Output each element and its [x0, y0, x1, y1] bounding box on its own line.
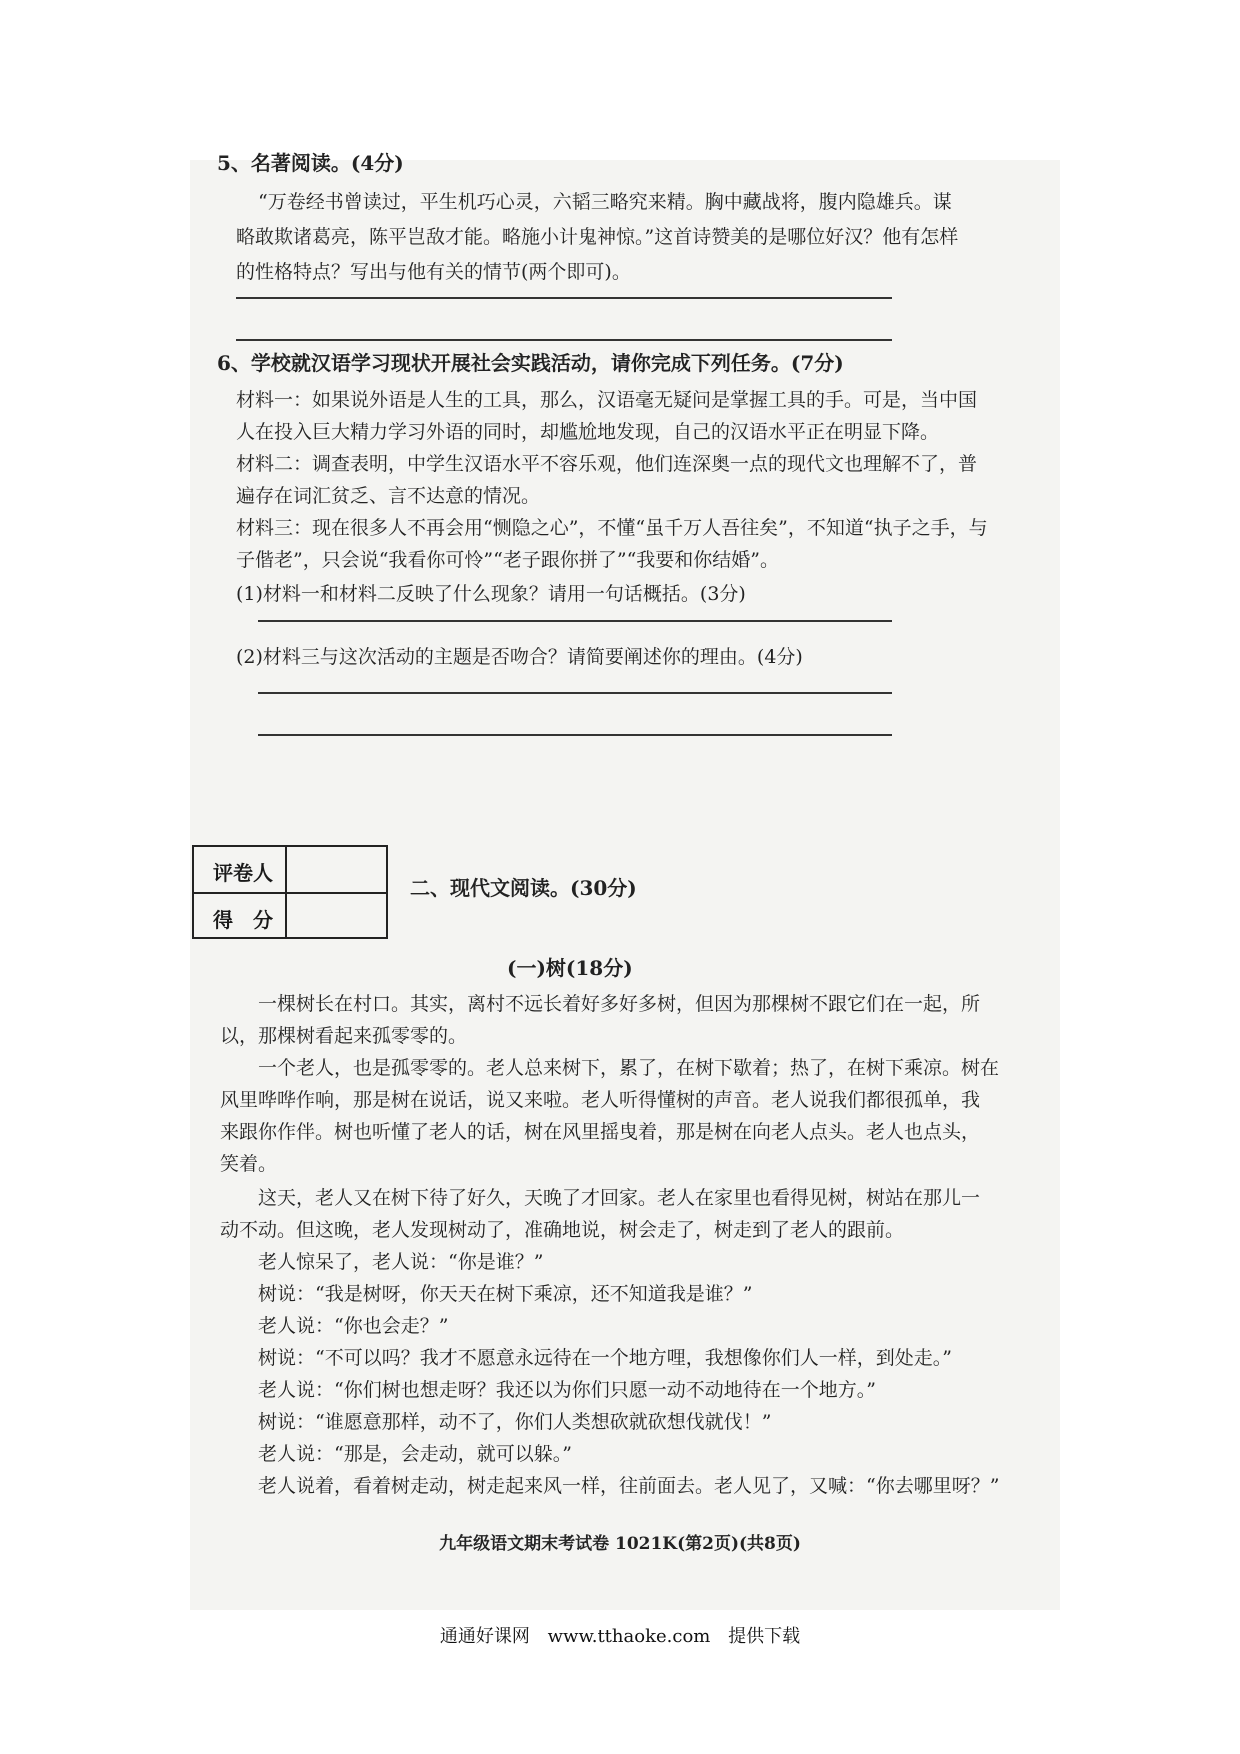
grader-label: 评卷人 [213, 861, 273, 885]
passage-line-8: 动不动。但这晚，老人发现树动了，准确地说，树会走了，树走到了老人的跟前。 [220, 1219, 905, 1241]
score-table-divider-h [194, 892, 386, 894]
q6-title: 6、学校就汉语学习现状开展社会实践活动，请你完成下列任务。(7分) [217, 351, 844, 375]
q6-material-2b: 遍存在词汇贫乏、言不达意的情况。 [236, 485, 541, 507]
passage-line-14: 树说：“谁愿意那样，动不了，你们人类想砍就砍想伐就伐！” [220, 1411, 772, 1433]
passage-line-12: 树说：“不可以吗？我才不愿意永远待在一个地方哩，我想像你们人一样，到处走。” [220, 1347, 952, 1369]
section2-title: 二、现代文阅读。(30分) [410, 876, 637, 900]
passage-line-9: 老人惊呆了，老人说：“你是谁？” [220, 1251, 544, 1273]
page-footer: 九年级语文期末考试卷 1021K(第2页)(共8页) [439, 1534, 801, 1554]
passage-line-4: 风里哗哗作响，那是树在说话，说又来啦。老人听得懂树的声音。老人说我们都很孤单，我 [220, 1089, 981, 1111]
q6-sub-question-2: (2)材料三与这次活动的主题是否吻合？请简要阐述你的理由。(4分) [236, 646, 803, 668]
passage-line-11: 老人说：“你也会走？” [220, 1315, 449, 1337]
passage-line-13: 老人说：“你们树也想走呀？我还以为你们只愿一动不动地待在一个地方。” [220, 1379, 876, 1401]
passage-line-15: 老人说：“那是，会走动，就可以躲。” [220, 1443, 572, 1465]
passage-line-1: 一棵树长在村口。其实，离村不远长着好多好多树，但因为那棵树不跟它们在一起，所 [220, 993, 981, 1015]
q6-material-1a: 材料一：如果说外语是人生的工具，那么，汉语毫无疑问是掌握工具的手。可是，当中国 [236, 389, 978, 411]
q6-material-2a: 材料二：调查表明，中学生汉语水平不容乐观，他们连深奥一点的现代文也理解不了，普 [236, 453, 978, 475]
download-watermark [0, 1622, 1240, 1648]
score-table-divider-v [285, 847, 287, 937]
q6-sub1-answer-line [258, 620, 892, 622]
passage-line-10: 树说：“我是树呀，你天天在树下乘凉，还不知道我是谁？” [220, 1283, 753, 1305]
q5-title: 5、名著阅读。(4分) [217, 151, 404, 175]
q5-line-1: “万卷经书曾读过，平生机巧心灵，六韬三略究来精。胸中藏战将，腹内隐雄兵。谋 [258, 191, 952, 213]
passage-line-7: 这天，老人又在树下待了好久，天晚了才回家。老人在家里也看得见树，树站在那儿一 [220, 1187, 981, 1209]
q6-material-1b: 人在投入巨大精力学习外语的同时，却尴尬地发现，自己的汉语水平正在明显下降。 [236, 421, 940, 443]
site-url[interactable]: www.tthaoke.com [547, 1626, 711, 1647]
q5-answer-line-1 [236, 297, 892, 299]
site-name: 通通好课网 [439, 1626, 530, 1647]
passage-line-6: 笑着。 [220, 1153, 278, 1175]
q6-sub2-answer-line-1 [258, 692, 892, 694]
passage-line-5: 来跟你作伴。树也听懂了老人的话，树在风里摇曳着，那是树在向老人点头。老人也点头， [220, 1121, 981, 1143]
download-suffix: 提供下载 [728, 1626, 801, 1647]
score-label: 得 分 [213, 908, 273, 932]
q5-line-2: 略敢欺诸葛亮，陈平岂敌才能。略施小计鬼神惊。”这首诗赞美的是哪位好汉？他有怎样 [236, 226, 959, 248]
q6-sub2-answer-line-2 [258, 734, 892, 736]
passage-line-3: 一个老人，也是孤零零的。老人总来树下，累了，在树下歇着；热了，在树下乘凉。树在 [220, 1057, 1000, 1079]
q6-sub-question-1: (1)材料一和材料二反映了什么现象？请用一句话概括。(3分) [236, 583, 746, 605]
q5-answer-line-2 [236, 339, 892, 341]
score-table [192, 845, 388, 939]
q6-material-3b: 子偕老”，只会说“我看你可怜”“老子跟你拼了”“我要和你结婚”。 [236, 549, 779, 571]
q6-material-3a: 材料三：现在很多人不再会用“恻隐之心”，不懂“虽千万人吾往矣”，不知道“执子之手，与 [236, 517, 988, 539]
q5-line-3: 的性格特点？写出与他有关的情节(两个即可)。 [236, 261, 631, 283]
passage-line-16: 老人说着，看着树走动，树走起来风一样，往前面去。老人见了，又喊：“你去哪里呀？” [220, 1475, 1000, 1497]
passage-title: (一)树(18分) [507, 956, 633, 980]
passage-line-2: 以，那棵树看起来孤零零的。 [220, 1025, 468, 1047]
